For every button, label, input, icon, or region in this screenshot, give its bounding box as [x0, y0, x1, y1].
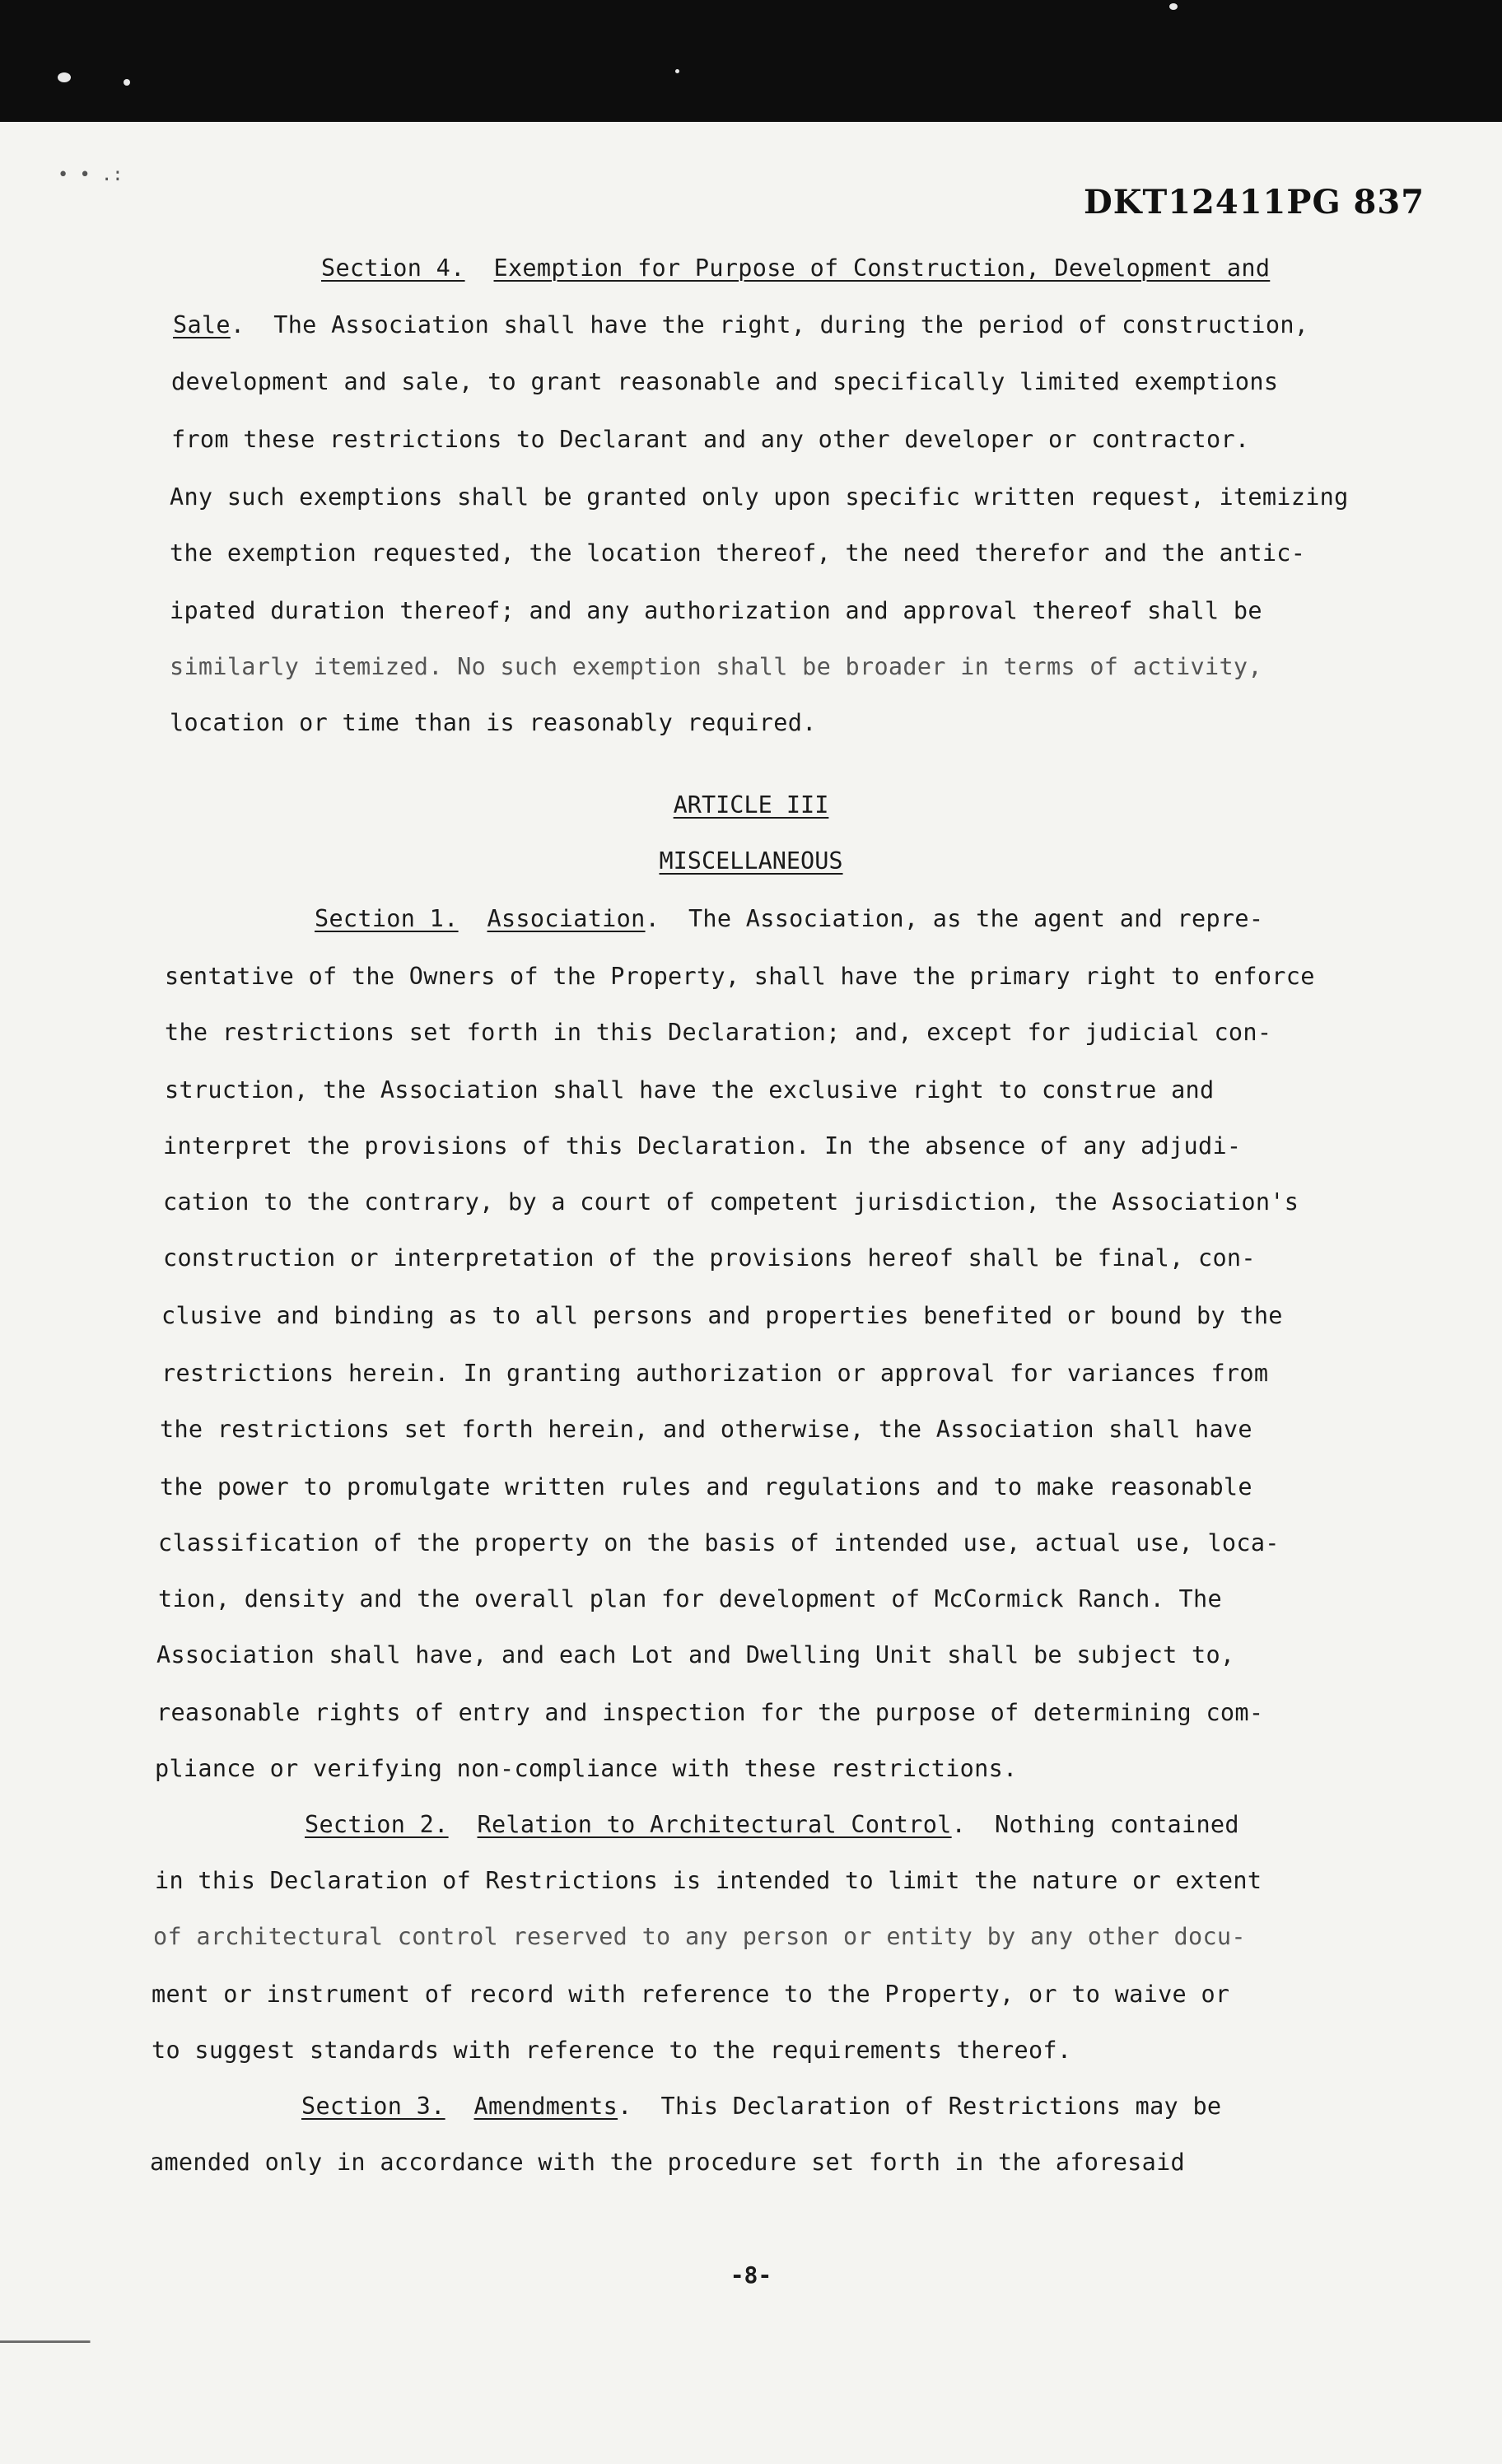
section-2-line: in this Declaration of Restrictions is intended to limit the nature or extent — [155, 1867, 1262, 1894]
section-4-line: the exemption requested, the location thereof, the need therefor and the antic- — [170, 539, 1306, 567]
section-1-label: Section 1. — [315, 905, 459, 932]
section-4-line: Sale. The Association shall have the right, during the period of construction, — [173, 311, 1309, 338]
section-4-line: similarly itemized. No such exemption shall be broader in terms of activity, — [170, 653, 1262, 680]
section-2-line: to suggest standards with reference to the requirements thereof. — [152, 2037, 1072, 2064]
section-1-line: the power to promulgate written rules and regulations and to make reasonable — [160, 1473, 1252, 1500]
section-4-line: development and sale, to grant reasonable and specifically limited exemptions — [171, 368, 1279, 395]
section-1-text: The Association, as the agent and repre- — [688, 905, 1264, 932]
section-4-heading — [321, 252, 1270, 285]
page-number: -8- — [730, 2261, 772, 2289]
section-4-line: from these restrictions to Declarant and any other developer or contractor. — [171, 426, 1250, 453]
section-1-line: interpret the provisions of this Declaration. In the absence of any adjudi- — [163, 1132, 1242, 1160]
section-1-title: Association — [487, 905, 646, 932]
section-1-line: reasonable rights of entry and inspection for the purpose of determining com- — [156, 1699, 1264, 1726]
article-number: ARTICLE III — [673, 791, 829, 819]
section-2-line: of architectural control reserved to any person or entity by any other docu- — [153, 1923, 1246, 1950]
section-4-line: ipated duration thereof; and any authorization and approval thereof shall be — [170, 597, 1262, 624]
section-3-title: Amendments — [473, 2093, 618, 2120]
scan-dark-band — [0, 0, 1502, 122]
section-4-line: Any such exemptions shall be granted only upon specific written request, itemizing — [170, 483, 1349, 511]
book-page-reference: DKT12411PG 837 — [1084, 183, 1425, 222]
section-4-title-end: Sale — [173, 311, 231, 338]
section-1-line: the restrictions set forth in this Declaration; and, except for judicial con- — [165, 1019, 1272, 1046]
section-1-line: Association shall have, and each Lot and Dwelling Unit shall be subject to, — [156, 1641, 1235, 1668]
section-2-title: Relation to Architectural Control — [477, 1811, 952, 1838]
article-title: MISCELLANEOUS — [659, 847, 843, 875]
scan-bottom-rule — [0, 2340, 1502, 2343]
section-1-line: cation to the contrary, by a court of competent jurisdiction, the Association's — [163, 1188, 1299, 1216]
section-2-label: Section 2. — [305, 1811, 449, 1838]
scan-artifact: • • .: — [58, 165, 124, 185]
section-3-line: amended only in accordance with the procedure set forth in the aforesaid — [150, 2149, 1186, 2176]
section-1-line: sentative of the Owners of the Property, shall have the primary right to enforce — [165, 963, 1315, 990]
section-2-text: Nothing contained — [995, 1811, 1239, 1838]
section-1-line: tion, density and the overall plan for development of McCormick Ranch. The — [158, 1585, 1222, 1612]
section-4-title: Exemption for Purpose of Construction, Development and — [493, 254, 1271, 282]
section-1-line: construction or interpretation of the provisions hereof shall be final, con- — [163, 1244, 1256, 1272]
section-1-line: clusive and binding as to all persons and properties benefited or bound by the — [161, 1302, 1283, 1329]
section-1-line: the restrictions set forth herein, and otherwise, the Association shall have — [160, 1416, 1252, 1443]
section-1-line: classification of the property on the basis of intended use, actual use, loca- — [158, 1529, 1280, 1556]
section-1-line: pliance or verifying non-compliance with these restrictions. — [155, 1755, 1018, 1782]
section-3-label: Section 3. — [301, 2093, 445, 2120]
section-1-heading: Section 1. Association. The Association, as the agent and repre- — [315, 905, 1264, 932]
section-3-heading: Section 3. Amendments. This Declaration of Restrictions may be — [301, 2093, 1222, 2120]
section-4-label: Section 4. — [321, 254, 465, 282]
section-2-heading: Section 2. Relation to Architectural Control. Nothing contained — [305, 1811, 1239, 1838]
section-2-line: ment or instrument of record with reference to the Property, or to waive or — [152, 1981, 1230, 2008]
section-4-text: The Association shall have the right, during the period of construction, — [273, 311, 1309, 338]
section-4-line: location or time than is reasonably required. — [170, 709, 817, 736]
section-3-text: This Declaration of Restrictions may be — [660, 2093, 1222, 2120]
section-1-line: restrictions herein. In granting authorization or approval for variances from — [161, 1360, 1269, 1387]
section-1-line: struction, the Association shall have the exclusive right to construe and — [165, 1076, 1215, 1104]
